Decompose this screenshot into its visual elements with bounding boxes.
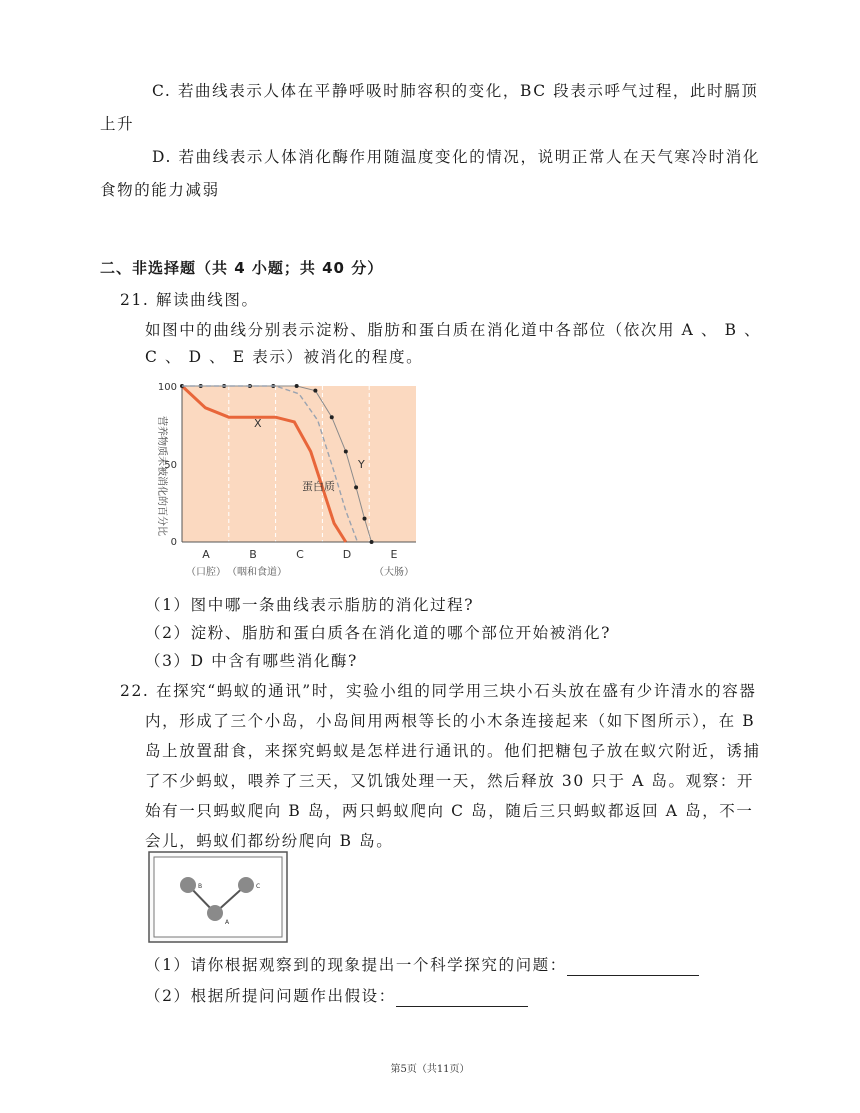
option-d-line1: D. 若曲线表示人体消化酶作用随温度变化的情况，说明正常人在天气寒冷时消化 xyxy=(152,148,760,166)
y-tick-100: 100 xyxy=(157,382,177,393)
q22-sub1 xyxy=(145,954,699,976)
q21-desc-line1: 如图中的曲线分别表示淀粉、脂肪和蛋白质在消化道中各部位（依次用 A 、 B 、 xyxy=(145,321,762,339)
q22-line6: 会儿，蚂蚁们都纷纷爬向 B 岛。 xyxy=(145,832,394,850)
series-1-point-9 xyxy=(354,485,358,489)
q21-sub2: （2）淀粉、脂肪和蛋白质各在消化道的哪个部位开始被消化? xyxy=(145,624,611,642)
option-c-line2: 上升 xyxy=(100,115,135,133)
series-1-point-7 xyxy=(330,415,334,419)
q22-sub2-text: （2）根据所提问问题作出假设： xyxy=(145,987,396,1005)
island-b-label: B xyxy=(198,883,203,890)
x-note-e: （大肠） xyxy=(374,567,414,578)
y-tick-0: 0 xyxy=(170,537,177,548)
x-tick-d: D xyxy=(342,548,352,561)
island-a-label: A xyxy=(225,919,230,926)
island-b xyxy=(180,877,196,893)
section-title: 二、非选择题（共 4 小题；共 40 分） xyxy=(100,259,384,277)
digestion-chart xyxy=(145,376,420,581)
y-tick-50: 50 xyxy=(164,460,177,471)
q22-line2: 内，形成了三个小岛，小岛间用两根等长的小木条连接起来（如下图所示），在 B xyxy=(145,712,756,730)
option-c-line1: C. 若曲线表示人体在平静呼吸时肺容积的变化，BC 段表示呼气过程，此时膈顶 xyxy=(152,82,759,100)
q22-answer-blank-2[interactable] xyxy=(396,990,528,1007)
q21-desc-line2: C 、 D 、 E 表示）被消化的程度。 xyxy=(145,348,424,366)
ant-island-diagram xyxy=(148,851,288,943)
x-tick-e: E xyxy=(390,548,398,561)
q22-line4: 了不少蚂蚁，喂养了三天，又饥饿处理一天，然后释放 30 只于 A 岛。观察：开 xyxy=(145,772,755,790)
q21-sub1: （1）图中哪一条曲线表示脂肪的消化过程? xyxy=(145,596,475,614)
q22-line3: 岛上放置甜食，来探究蚂蚁是怎样进行通讯的。他们把糖包子放在蚁穴附近，诱捕 xyxy=(145,742,761,760)
page-footer: 第5页（共11页） xyxy=(390,1064,470,1075)
q22-sub1-text: （1）请你根据观察到的现象提出一个科学探究的问题： xyxy=(145,956,567,974)
series-1-point-8 xyxy=(344,450,348,454)
label-x: X xyxy=(254,417,262,430)
q21-sub3: （3）D 中含有哪些消化酶? xyxy=(145,652,358,670)
island-c-label: C xyxy=(256,883,261,890)
q22-answer-blank-1[interactable] xyxy=(567,959,699,976)
series-1-point-11 xyxy=(370,540,374,544)
x-tick-c: C xyxy=(296,548,304,561)
x-note-b: （咽和食道） xyxy=(227,567,287,578)
x-tick-a: A xyxy=(202,548,210,561)
chart-plot-area xyxy=(182,386,416,542)
q22-line5: 始有一只蚂蚁爬向 B 岛，两只蚂蚁爬向 C 岛，随后三只蚂蚁都返回 A 岛，不一 xyxy=(145,802,754,820)
container-inner xyxy=(154,857,282,937)
series-1-point-6 xyxy=(313,389,317,393)
q21-stem: 21. 解读曲线图。 xyxy=(120,291,259,309)
series-1-point-5 xyxy=(295,384,299,388)
label-protein: 蛋白质 xyxy=(302,480,335,493)
series-1-point-10 xyxy=(363,517,367,521)
island-a xyxy=(207,905,223,921)
label-y: Y xyxy=(358,458,365,471)
x-tick-b: B xyxy=(249,548,257,561)
option-d-line2: 食物的能力减弱 xyxy=(100,181,220,199)
q22-sub2 xyxy=(145,985,528,1007)
island-c xyxy=(238,877,254,893)
x-note-a: （口腔） xyxy=(186,567,226,578)
q22-line1: 22. 在探究“蚂蚁的通讯”时，实验小组的同学用三块小石头放在盛有少许清水的容器 xyxy=(120,682,757,700)
chart-ylabel: 营养物质未被消化的百分比 xyxy=(156,416,167,536)
